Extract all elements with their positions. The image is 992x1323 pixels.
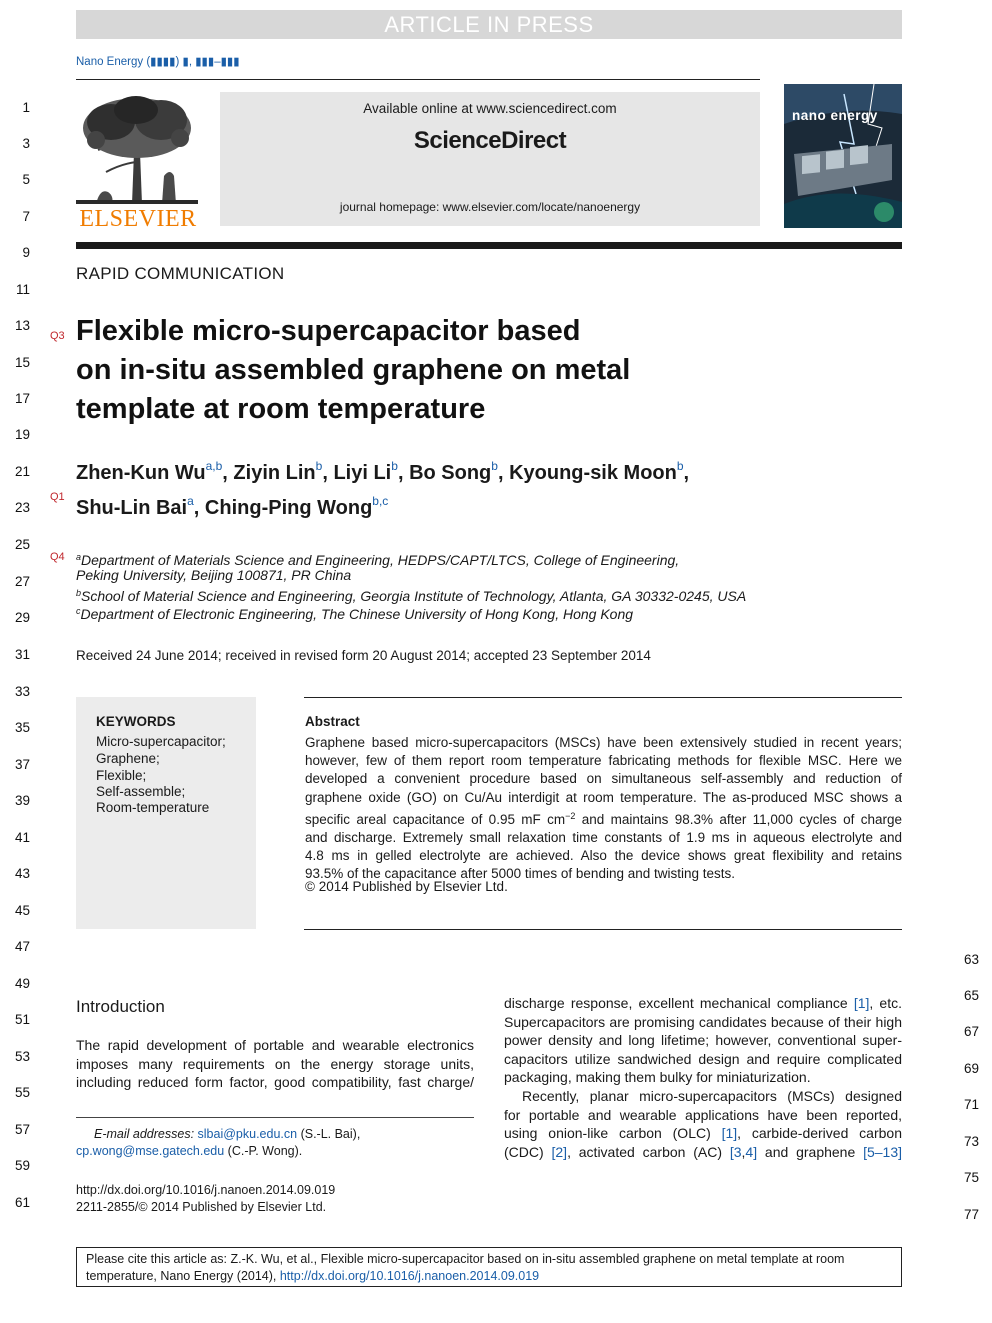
body-line: discharge response, excellent mechanical compliance [1], etc. — [504, 995, 902, 1011]
intro-left-column — [76, 1036, 474, 1092]
author-affiliation[interactable]: b,c — [372, 494, 389, 508]
abstract-line: developed a convenient procedure based on simultaneous self-assembly and reduction of — [305, 771, 902, 787]
author-name[interactable]: Bo Song — [409, 462, 492, 484]
author-affiliation[interactable]: b — [676, 459, 684, 473]
citation-link[interactable]: 4] — [745, 1143, 758, 1160]
intro-right-column — [504, 994, 902, 1161]
author-affiliation[interactable]: b — [391, 459, 398, 473]
citation-link[interactable]: [2] — [551, 1143, 568, 1160]
abstract-top-rule — [304, 697, 902, 698]
email-footnote — [76, 1126, 474, 1160]
line-number: 59 — [14, 1158, 30, 1173]
line-number: 43 — [14, 866, 30, 881]
line-number: 41 — [14, 830, 30, 845]
abstract-line: however, few of them report room temperature fabricating methods for flexible MSC. Here we — [305, 753, 902, 769]
line-number: 57 — [14, 1122, 30, 1137]
line-number: 71 — [964, 1097, 980, 1112]
issn-line: 2211-2855/© 2014 Published by Elsevier Ltd. — [76, 1200, 327, 1214]
email-link[interactable]: cp.wong@mse.gatech.edu — [76, 1144, 225, 1158]
line-number: 31 — [14, 647, 30, 662]
query-mark-q4[interactable]: Q4 — [50, 551, 65, 563]
abstract-body — [305, 734, 902, 884]
author-separator: , — [683, 462, 690, 484]
line-number: 1 — [22, 100, 30, 115]
footnote-name: (C.-P. Wong). — [224, 1144, 303, 1158]
body-line: power density and long lifetime; however, conventional super- — [504, 1032, 902, 1049]
citation-line: temperature, Nano Energy (2014), http://dx.doi.org/10.1016/j.nanoen.2014.09.019 — [86, 1269, 540, 1283]
cover-art-icon — [784, 84, 902, 228]
line-number: 61 — [14, 1195, 30, 1210]
footnote-name: (S.-L. Bai), — [297, 1127, 361, 1141]
citation-link[interactable]: [1] — [853, 995, 870, 1011]
author-affiliation[interactable]: a — [187, 494, 194, 508]
line-number: 47 — [14, 939, 30, 954]
cover-title: nano energy — [792, 108, 878, 123]
journal-homepage[interactable]: journal homepage: www.elsevier.com/locate/nanoenergy — [339, 200, 641, 214]
body-line: using onion-like carbon (OLC) [1], carbide-derived carbon — [504, 1125, 902, 1142]
title-line: Flexible micro-supercapacitor based — [76, 315, 581, 347]
line-number: 19 — [14, 427, 30, 442]
line-number: 29 — [14, 610, 30, 625]
author-name[interactable]: Kyoung-sik Moon — [509, 462, 677, 484]
line-number: 11 — [15, 282, 30, 297]
available-online[interactable]: Available online at www.sciencedirect.com — [363, 101, 617, 116]
citation-link[interactable]: [3 — [729, 1143, 742, 1160]
author-separator: , — [397, 462, 410, 484]
abstract-line: specific areal capacitance of 0.95 mF $cm^{-2}$ and maintains 98.3% after 11,000 cycles of charge — [305, 810, 903, 827]
body-line: capacitors utilize sandwiched design and require complicated — [504, 1050, 902, 1067]
line-number: 33 — [14, 684, 30, 699]
body-line: including reduced form factor, good compatibility, fast charge/ — [76, 1074, 474, 1091]
author-separator: , — [322, 462, 334, 484]
keyword-item: Flexible; — [96, 768, 147, 783]
line-number: 63 — [964, 952, 980, 967]
affiliation-text: Department of Electronic Engineering, The Chinese University of Hong Kong, Hong Kong — [80, 606, 634, 622]
affiliation-label: b — [76, 588, 82, 598]
article-type: RAPID COMMUNICATION — [76, 264, 285, 283]
line-number: 69 — [964, 1061, 980, 1076]
author-separator: , — [193, 497, 205, 519]
body-line: (CDC) [2], activated carbon (AC) [3,4] and graphene [5–13] — [504, 1143, 903, 1160]
line-number: 49 — [14, 976, 30, 991]
abstract-line: and discharge. Extremely small relaxation time constants of 1.9 ms in aqueous electrolyte and — [305, 830, 902, 846]
abstract-line: 93.5% of the capacitance after 5000 times of bending and twisting tests. — [305, 866, 736, 882]
line-number: 3 — [22, 136, 30, 151]
sciencedirect-brand: ScienceDirect — [413, 127, 567, 154]
query-mark-q1[interactable]: Q1 — [50, 491, 65, 503]
keyword-item: Micro-supercapacitor; — [96, 734, 226, 749]
affiliation-a-cont: Peking University, Beijing 100871, PR China — [76, 567, 352, 583]
abstract-line: graphene oxide (GO) on Cu/Au interdigit at room temperature. The as-produced MSC shows a — [305, 789, 902, 805]
line-number: 37 — [14, 757, 30, 772]
body-line: packaging, making them bulky for miniaturization. — [504, 1069, 811, 1086]
line-number: 13 — [14, 318, 30, 333]
line-number: 7 — [22, 209, 30, 224]
line-number: 5 — [22, 172, 30, 187]
line-number: 15 — [14, 355, 30, 370]
line-number: 53 — [14, 1049, 30, 1064]
keyword-item: Graphene; — [96, 751, 160, 766]
citation-line: Please cite this article as: Z.-K. Wu, et al., Flexible micro-supercapacitor based on in-situ assembled graphene on metal template at room — [86, 1252, 845, 1266]
author-name[interactable]: Shu-Lin Bai — [76, 497, 188, 519]
author-name[interactable]: Ching-Ping Wong — [204, 497, 373, 519]
author-affiliation[interactable]: b — [315, 459, 323, 473]
citation-link[interactable]: [5–13] — [863, 1143, 903, 1160]
abstract-line: Graphene based micro-supercapacitors (MSCs) have been extensively studied in recent years; — [305, 735, 902, 750]
author-separator: , — [497, 462, 510, 484]
body-line: Supercapacitors are promising candidates because of their high — [504, 1013, 902, 1030]
email-link[interactable]: slbai@pku.edu.cn — [197, 1127, 298, 1141]
author-affiliation[interactable]: b — [491, 459, 498, 473]
line-number: 35 — [14, 720, 30, 735]
line-number: 73 — [964, 1134, 980, 1149]
query-mark-q3[interactable]: Q3 — [50, 330, 65, 342]
line-number: 65 — [964, 988, 980, 1003]
line-number: 23 — [14, 500, 30, 515]
line-number: 9 — [22, 245, 30, 260]
author-separator: , — [222, 462, 234, 484]
article-title — [76, 312, 756, 429]
line-number: 55 — [14, 1085, 30, 1100]
affiliation-text: School of Material Science and Engineering, Georgia Institute of Technology, Atlanta, GA 30332-0245, USA — [81, 588, 747, 604]
header-rule — [76, 79, 760, 80]
doi-block — [76, 1182, 335, 1216]
line-number: 27 — [14, 574, 30, 589]
doi-link[interactable]: http://dx.doi.org/10.1016/j.nanoen.2014.09.019 — [76, 1183, 336, 1197]
elsevier-wordmark: ELSEVIER — [79, 206, 197, 232]
author-affiliation[interactable]: a,b — [205, 459, 223, 473]
body-line: The rapid development of portable and wearable electronics — [76, 1037, 474, 1053]
body-line: for portable and wearable applications have been reported, — [504, 1106, 902, 1123]
affiliation-label: c — [76, 606, 81, 616]
body-line: Recently, planar micro-supercapacitors (MSCs) designed — [522, 1087, 902, 1104]
line-number: 45 — [14, 903, 30, 918]
tree-icon — [76, 92, 198, 204]
affiliation-c — [76, 602, 896, 623]
abstract-heading: Abstract — [305, 714, 360, 729]
body-line: imposes many requirements on the energy storage units, — [76, 1055, 474, 1072]
line-number: 77 — [964, 1207, 980, 1222]
section-heading-introduction: Introduction — [76, 997, 165, 1016]
keyword-item: Self-assemble; — [96, 784, 186, 799]
author-name[interactable]: Ziyin Lin — [233, 462, 316, 484]
title-rule — [76, 242, 902, 249]
footnote-rule — [76, 1117, 474, 1118]
title-line: template at room temperature — [76, 393, 486, 425]
citation-doi-link[interactable]: http://dx.doi.org/10.1016/j.nanoen.2014.09.019 — [279, 1269, 540, 1283]
affiliation-text: Department of Materials Science and Engineering, HEDPS/CAPT/LTCS, College of Engineering, — [81, 552, 680, 568]
author-list — [76, 452, 896, 522]
citation-link[interactable]: [1] — [721, 1125, 738, 1142]
line-number: 51 — [14, 1012, 30, 1027]
footnote-label: E-mail addresses: — [94, 1127, 195, 1141]
journal-cover — [784, 84, 902, 228]
abstract-copyright: © 2014 Published by Elsevier Ltd. — [305, 879, 508, 894]
line-number: 39 — [14, 793, 30, 808]
keyword-item: Room-temperature — [96, 800, 210, 815]
line-number: 21 — [14, 464, 30, 479]
abstract-bottom-rule — [304, 929, 902, 930]
line-number: 67 — [964, 1024, 980, 1039]
keywords-heading: KEYWORDS — [96, 714, 176, 729]
abstract-line: 4.8 ms in gelled electrolyte are achieved. Also the device shows great flexibility and retains — [305, 848, 902, 864]
title-line: on in-situ assembled graphene on metal — [76, 354, 631, 386]
citation-text — [86, 1251, 894, 1285]
received-dates: Received 24 June 2014; received in revised form 20 August 2014; accepted 23 September 2014 — [76, 648, 651, 663]
author-name[interactable]: Liyi Li — [333, 462, 392, 484]
line-number: 25 — [14, 537, 30, 552]
line-number: 75 — [964, 1170, 980, 1185]
author-name[interactable]: Zhen-Kun Wu — [76, 462, 206, 484]
affiliation-label: a — [76, 552, 82, 562]
line-number: 17 — [14, 391, 30, 406]
article-in-press-banner: ARTICLE IN PRESS — [76, 10, 902, 39]
journal-reference[interactable]: Nano Energy (▮▮▮▮) ▮, ▮▮▮–▮▮▮ — [76, 56, 240, 68]
